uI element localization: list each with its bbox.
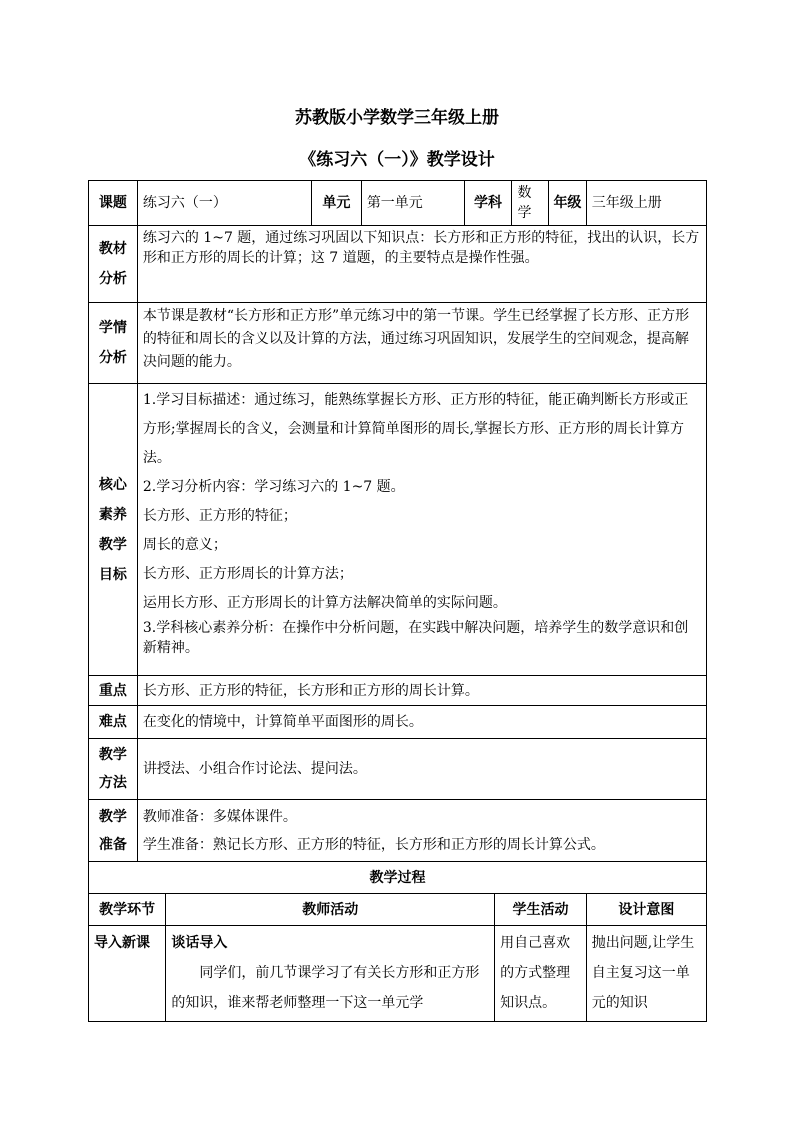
prep-row: [89, 800, 707, 862]
grade-value: 三年级上册: [586, 181, 706, 226]
textbook-label: 教材 分析: [89, 226, 138, 303]
goal-line-3: 长方形、正方形的特征；: [142, 508, 297, 524]
goal-line-7: 3.学科核心素养分析：在操作中分析问题，在实践中解决问题，培养学生的数学意识和创新精神。: [142, 620, 689, 656]
goals-text: [137, 384, 706, 676]
goal-line-6: 运用长方形、正方形周长的计算方法解决简单的实际问题。: [142, 595, 507, 611]
process-student: 用自己喜欢的方式整理知识点。: [495, 926, 587, 1022]
goal-line-4: 周长的意义；: [142, 537, 227, 553]
process-intent: 抛出问题,让学生自主复习这一单元的知识: [586, 926, 706, 1022]
student-label: 学情 分析: [89, 303, 138, 384]
document-subtitle: 《练习六（一）》教学设计: [299, 150, 495, 170]
prep-label: 教学 准备: [89, 800, 138, 862]
process-teacher-text: 同学们，前几节课学习了有关长方形和正方形的知识，谁来帮老师整理一下这一单元学: [171, 965, 480, 1011]
process-row: [89, 926, 707, 1022]
textbook-row: [89, 226, 707, 303]
process-title: 教学过程: [89, 862, 707, 894]
goal-line-1: 1.学习目标描述：通过练习，能熟练掌握长方形、正方形的特征，能正确判断长方形或正方形;掌握周长的含义，会测量和计算简单图形的周长,掌握长方形、正方形的周长计算方法。: [142, 392, 689, 466]
goal-line-2: 2.学习分析内容：学习练习六的 1~7 题。: [142, 479, 405, 495]
process-header-stage: 教学环节: [89, 894, 166, 926]
subject-value: 数学: [512, 181, 549, 226]
info-row: [89, 181, 707, 226]
unit-label: 单元: [311, 181, 361, 226]
prep-text: [137, 800, 706, 862]
prep-teacher: 教师准备：多媒体课件。: [142, 808, 297, 825]
goals-row: [89, 384, 707, 676]
student-row: [89, 303, 707, 384]
method-text: 讲授法、小组合作讨论法、提问法。: [137, 739, 706, 800]
process-teacher: [166, 926, 495, 1022]
lesson-plan-table: [88, 180, 707, 1022]
key-point-label: 重点: [89, 676, 138, 706]
process-header-teacher: 教师活动: [166, 894, 495, 926]
key-point-text: 长方形、正方形的特征，长方形和正方形的周长计算。: [137, 676, 706, 706]
process-title-row: [89, 862, 707, 894]
grade-label: 年级: [549, 181, 587, 226]
process-header-intent: 设计意图: [586, 894, 706, 926]
method-row: [89, 739, 707, 800]
difficulty-text: 在变化的情境中，计算简单平面图形的周长。: [137, 706, 706, 739]
textbook-text: 练习六的 1~7 题，通过练习巩固以下知识点：长方形和正方形的特征，找出的认识，长方形和正方形的周长的计算；这 7 道题，的主要特点是操作性强。: [137, 226, 706, 303]
process-header-row: [89, 894, 707, 926]
document-title: 苏教版小学数学三年级上册: [295, 108, 499, 128]
topic-label: 课题: [89, 181, 138, 226]
process-header-student: 学生活动: [495, 894, 587, 926]
topic-value: 练习六（一）: [137, 181, 311, 226]
process-stage: 导入新课: [89, 926, 166, 1022]
key-point-row: [89, 676, 707, 706]
process-teacher-title: 谈话导入: [171, 935, 228, 951]
subject-label: 学科: [464, 181, 512, 226]
goal-line-5: 长方形、正方形周长的计算方法；: [142, 566, 353, 582]
unit-value: 第一单元: [361, 181, 464, 226]
goals-label: 核心 素养 教学 目标: [89, 384, 138, 676]
prep-student: 学生准备：熟记长方形、正方形的特征，长方形和正方形的周长计算公式。: [142, 836, 605, 853]
student-text: 本节课是教材“长方形和正方形”单元练习中的第一节课。学生已经掌握了长方形、正方形的特征和周长的含义以及计算的方法，通过练习巩固知识，发展学生的空间观念，提高解决问题的能力。: [137, 303, 706, 384]
method-label: 教学 方法: [89, 739, 138, 800]
difficulty-row: [89, 706, 707, 739]
difficulty-label: 难点: [89, 706, 138, 739]
